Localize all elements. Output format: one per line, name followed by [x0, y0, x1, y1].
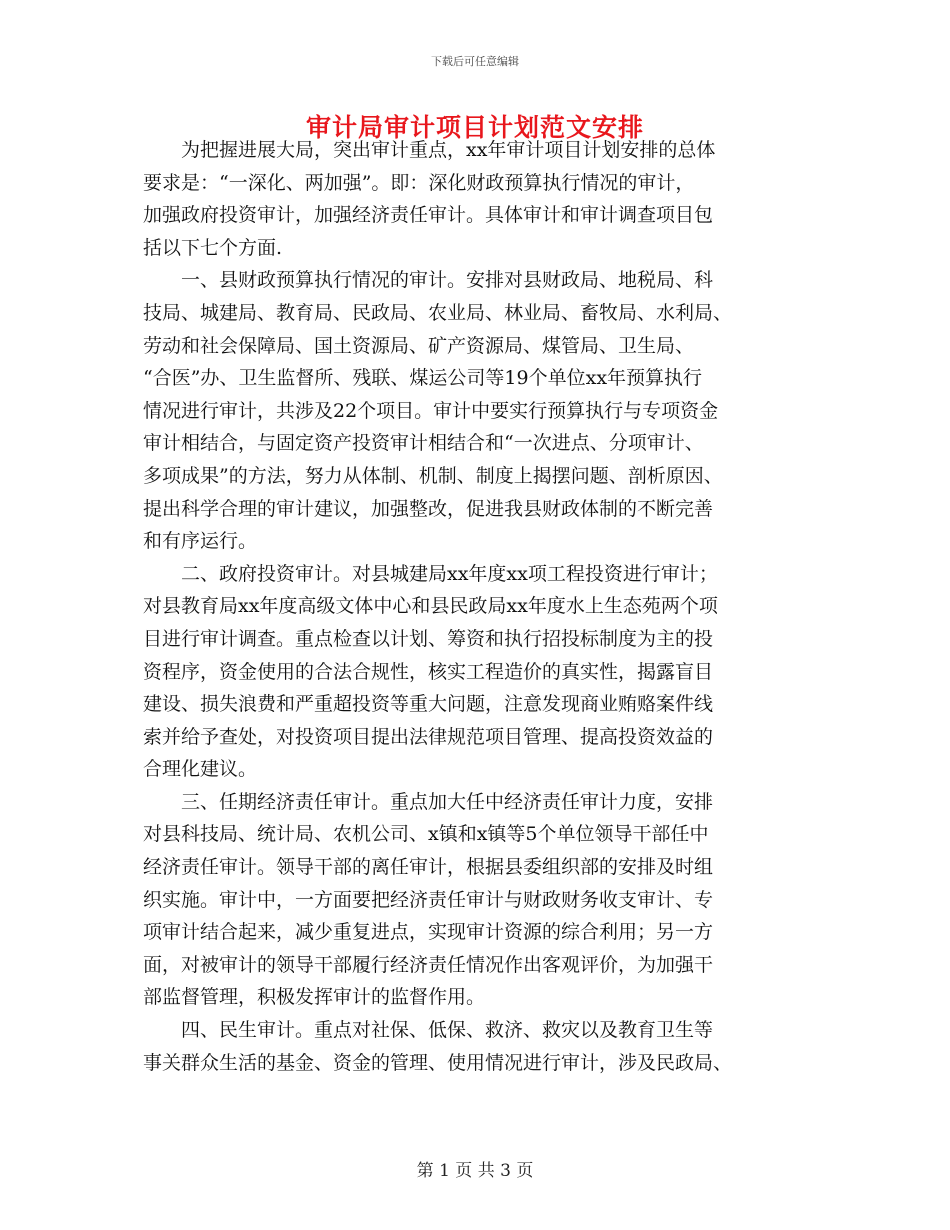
text-line: 多项成果”的方法，努力从体制、机制、制度上揭摆问题、剖析原因、: [143, 464, 723, 487]
text-line: 索并给予查处，对投资项目提出法律规范项目管理、提高投资效益的: [143, 725, 714, 748]
text-line: 项审计结合起来，减少重复进点，实现审计资源的综合利用；另一方: [143, 921, 714, 944]
text-line: 合理化建议。: [143, 758, 258, 781]
text-line: 技局、城建局、教育局、民政局、农业局、林业局、畜牧局、水利局、: [143, 301, 733, 324]
text-line: 面，对被审计的领导干部履行经济责任情况作出客观评价，为加强干: [143, 953, 714, 976]
text-line: 部监督管理，积极发挥审计的监督作用。: [143, 986, 486, 1009]
text-line: 审计相结合，与固定资产投资审计相结合和“一次进点、分项审计、: [143, 432, 704, 455]
header-note: 下载后可任意编辑: [431, 55, 519, 68]
text-line: 二、政府投资审计。对县城建局xx年度xx项工程投资进行审计；: [143, 562, 718, 585]
text-line: 一、县财政预算执行情况的审计。安排对县财政局、地税局、科: [143, 269, 714, 292]
text-line: 建设、损失浪费和严重超投资等重大问题，注意发现商业贿赂案件线: [143, 693, 714, 716]
text-line: 经济责任审计。领导干部的离任审计，根据县委组织部的安排及时组: [143, 856, 714, 879]
text-line: 对县科技局、统计局、农机公司、x镇和x镇等5个单位领导干部任中: [143, 823, 709, 846]
text-line: 对县教育局xx年度高级文体中心和县民政局xx年度水上生态苑两个项: [143, 595, 718, 618]
text-line: 劳动和社会保障局、国土资源局、矿产资源局、煤管局、卫生局、: [143, 334, 695, 357]
document-title: 审计局审计项目计划范文安排: [305, 113, 644, 142]
text-line: 织实施。审计中，一方面要把经济责任审计与财政财务收支审计、专: [143, 888, 714, 911]
text-line: 要求是：“一深化、两加强”。即：深化财政预算执行情况的审计，: [143, 171, 695, 194]
text-line: 括以下七个方面.: [143, 236, 283, 259]
document-body: [143, 134, 803, 1079]
text-line: “合医”办、卫生监督所、残联、煤运公司等19个单位xx年预算执行: [143, 367, 703, 390]
text-line: 加强政府投资审计，加强经济责任审计。具体审计和审计调查项目包: [143, 204, 714, 227]
page-number: 第 1 页 共 3 页: [416, 1161, 534, 1181]
text-line: 四、民生审计。重点对社保、低保、救济、救灾以及教育卫生等: [143, 1019, 714, 1042]
text-line: 三、任期经济责任审计。重点加大任中经济责任审计力度，安排: [143, 790, 714, 813]
paragraph-body: [143, 134, 803, 1079]
text-line: 目进行审计调查。重点检查以计划、筹资和执行招投标制度为主的投: [143, 627, 714, 650]
text-line: 事关群众生活的基金、资金的管理、使用情况进行审计，涉及民政局、: [143, 1051, 733, 1074]
text-line: 和有序运行。: [143, 530, 258, 553]
text-line: 为把握进展大局，突出审计重点，xx年审计项目计划安排的总体: [143, 139, 716, 161]
text-line: 情况进行审计，共涉及22个项目。审计中要实行预算执行与专项资金: [143, 399, 719, 422]
text-line: 资程序，资金使用的合法合规性，核实工程造价的真实性，揭露盲目: [143, 660, 714, 683]
text-line: 提出科学合理的审计建议，加强整改，促进我县财政体制的不断完善: [143, 497, 714, 520]
